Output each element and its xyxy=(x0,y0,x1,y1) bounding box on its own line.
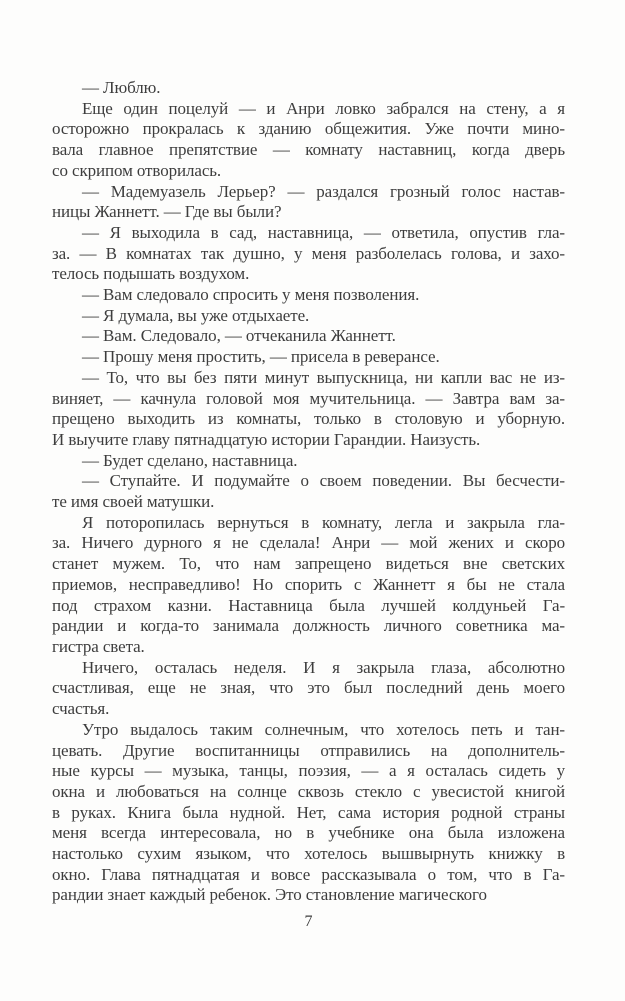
text-line: — То, что вы без пяти минут выпускница, ни капли вас не из- xyxy=(82,367,565,387)
page-number: 7 xyxy=(304,913,313,930)
text-line: цевать. Другие воспитанницы отправились на дополнитель- xyxy=(52,740,565,760)
text-line: осторожно прокралась к зданию общежития. Уже почти мино- xyxy=(52,119,565,139)
paragraph xyxy=(52,285,565,306)
text-line: Утро выдалось таким солнечным, что хотелось петь и тан- xyxy=(82,719,565,739)
text-line: ные курсы — музыка, танцы, поэзия, — а я осталась сидеть у xyxy=(52,761,565,781)
text-line: виняет, — качнула головой моя мучительница. — Завтра вам за- xyxy=(52,388,565,408)
text-line: рандии знает каждый ребенок. Это становление магического xyxy=(52,885,487,905)
text-line: — Будет сделано, наставница. xyxy=(82,450,298,470)
text-line: со скрипом отворилась. xyxy=(52,160,222,180)
paragraph xyxy=(52,223,565,285)
paragraph xyxy=(52,720,565,906)
text-line: телось подышать воздухом. xyxy=(52,264,250,284)
paragraph xyxy=(52,347,565,368)
text-line: — Вам. Следовало, — отчеканила Жаннетт. xyxy=(82,326,396,346)
paragraph xyxy=(52,513,565,658)
text-line: те имя своей матушки. xyxy=(52,492,215,512)
text-line: счастья. xyxy=(52,699,110,719)
text-line: — Мадемуазель Лерьер? — раздался грозный голос настав- xyxy=(82,181,565,201)
paragraph xyxy=(52,451,565,472)
text-line: рандии и когда-то занимала должность личного советника ма- xyxy=(52,616,565,636)
text-line: — Вам следовало спросить у меня позволения. xyxy=(82,285,420,305)
text-line: в руках. Книга была нудной. Нет, сама история родной страны xyxy=(52,802,565,822)
text-line: Еще один поцелуй — и Анри ловко забрался на стену, а я xyxy=(82,98,565,118)
text-line: за. — В комнатах так душно, у меня разболелась голова, и захо- xyxy=(52,243,565,263)
paragraph xyxy=(52,658,565,720)
text-line: — Ступайте. И подумайте о своем поведении. Вы бесчести- xyxy=(82,471,565,491)
text-line: за. Ничего дурного я не сделала! Анри — мой жених и скоро xyxy=(52,533,565,553)
text-line: — Прошу меня простить, — присела в реверансе. xyxy=(82,347,440,367)
page-text xyxy=(52,78,565,906)
paragraph xyxy=(52,306,565,327)
text-line: И выучите главу пятнадцатую истории Гарандии. Наизусть. xyxy=(52,429,481,449)
paragraph xyxy=(52,99,565,182)
text-line: — Я выходила в сад, наставница, — ответила, опустив гла- xyxy=(82,222,565,242)
text-line: — Люблю. xyxy=(82,78,161,97)
paragraph xyxy=(52,78,565,99)
text-line: Я поторопилась вернуться в комнату, легла и закрыла гла- xyxy=(82,512,565,532)
paragraph xyxy=(52,368,565,451)
text-line: приемов, несправедливо! Но спорить с Жаннетт я бы не стала xyxy=(52,574,565,594)
text-line: окно. Глава пятнадцатая и вовсе рассказывала о том, что в Га- xyxy=(52,864,565,884)
text-line: гистра света. xyxy=(52,636,145,656)
text-line: Ничего, осталась неделя. И я закрыла глаза, абсолютно xyxy=(82,657,565,677)
text-line: ницы Жаннетт. — Где вы были? xyxy=(52,202,282,222)
text-line: окна и любоваться на солнце сквозь стекло с увесистой книгой xyxy=(52,781,565,801)
text-line: под страхом казни. Наставница была лучшей колдуньей Га- xyxy=(52,595,565,615)
text-line: станет мужем. То, что нам запрещено видеться вне светских xyxy=(52,554,565,574)
text-line: счастливая, еще не зная, что это был последний день моего xyxy=(52,678,565,698)
text-line: настолько сухим языком, что хотелось вышвырнуть книжку в xyxy=(52,844,565,864)
text-line: — Я думала, вы уже отдыхаете. xyxy=(82,305,310,325)
text-line: вала главное препятствие — комнату наставниц, когда дверь xyxy=(52,140,565,160)
text-line: прещено выходить из комнаты, только в столовую и уборную. xyxy=(52,409,565,429)
paragraph xyxy=(52,326,565,347)
text-line: меня всегда интересовала, но в учебнике она была изложена xyxy=(52,823,565,843)
paragraph xyxy=(52,471,565,512)
paragraph xyxy=(52,182,565,223)
